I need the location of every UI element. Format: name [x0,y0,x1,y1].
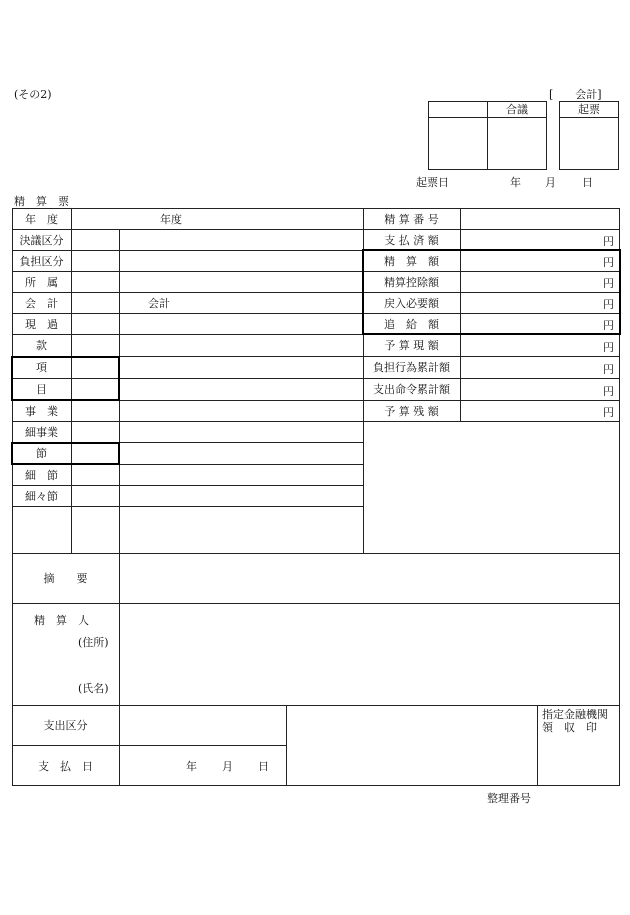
reference-number-label: 整理番号 [487,792,531,805]
left-label-shozoku: 所 属 [25,275,58,289]
right-label-seisan-bango: 精 算 番 号 [384,212,439,226]
payment-date-year: 年 [186,760,197,773]
left-label-ketsugi: 決議区分 [19,233,64,247]
settler-field[interactable] [120,604,619,704]
right-label-yosan-gen: 予 算 現 額 [384,339,439,352]
page-label: (その2) [14,88,52,101]
left-label-kaikei: 会 計 [25,296,58,310]
left-label-jigyo: 事 業 [25,404,58,418]
right-label-tsuikyu: 追 給 額 [384,317,439,331]
kihyo-day: 日 [582,176,593,189]
kihyo-date-label: 起票日 [416,176,449,189]
left-value-kaikei[interactable]: 会計 [148,296,170,310]
unit-shishutsu-ruikei: 円 [603,385,614,398]
settler-label: 精 算 人 [34,614,89,627]
form-title: 精 算 票 [14,195,69,208]
left-label-futan: 負担区分 [19,254,64,268]
right-label-yosan-zan: 予 算 残 額 [384,404,439,418]
left-label-kan: 款 [36,339,47,352]
settler-address-label: (住所) [78,636,109,649]
left-label-nendo: 年 度 [25,212,58,226]
summary-field[interactable] [120,554,619,602]
unit-shiharaizumi: 円 [603,235,614,248]
kihyo-month: 月 [545,176,556,189]
receipt-stamp-label: 領 収 印 [542,721,597,734]
stamp-header-gougi: 合議 [506,103,528,116]
left-label-genka: 現 過 [25,317,58,331]
left-label-kou: 項 [36,361,47,374]
unit-tsuikyu: 円 [603,319,614,332]
unit-kojo: 円 [603,277,614,290]
payment-date-day: 日 [258,760,269,773]
payment-category-label: 支出区分 [43,719,88,732]
unit-futan-ruikei: 円 [603,363,614,376]
unit-seisangaku: 円 [603,256,614,269]
kihyo-year: 年 [510,176,521,189]
settler-name-label: (氏名) [78,682,109,695]
right-label-shishutsu-ruikei: 支出命令累計額 [373,383,450,396]
right-label-shiharaizumi: 支 払 済 額 [384,233,439,247]
payment-date-label: 支 払 日 [38,759,93,773]
right-label-reinyu: 戻入必要額 [384,296,439,310]
unit-yosan-zan: 円 [603,406,614,419]
stamp-header-kihyo: 起票 [578,103,600,116]
left-label-setsu: 節 [36,447,47,460]
left-label-saijigyo: 細事業 [25,425,58,439]
payment-date-month: 月 [222,760,233,773]
left-value-nendo[interactable]: 年度 [160,212,182,226]
right-label-kojo: 精算控除額 [384,275,439,289]
bank-label: 指定金融機関 [542,708,608,721]
left-label-moku: 目 [36,383,47,396]
section-bracket: [ 会計] [549,88,602,101]
unit-yosan-gen: 円 [603,341,614,354]
right-label-seisangaku: 精 算 額 [384,254,439,268]
unit-reinyu: 円 [603,298,614,311]
right-label-futan-ruikei: 負担行為累計額 [373,361,450,374]
summary-label: 摘 要 [43,572,88,585]
left-label-saisaisetsu: 細々節 [25,489,58,503]
left-label-saisetsu: 細 節 [25,468,58,482]
